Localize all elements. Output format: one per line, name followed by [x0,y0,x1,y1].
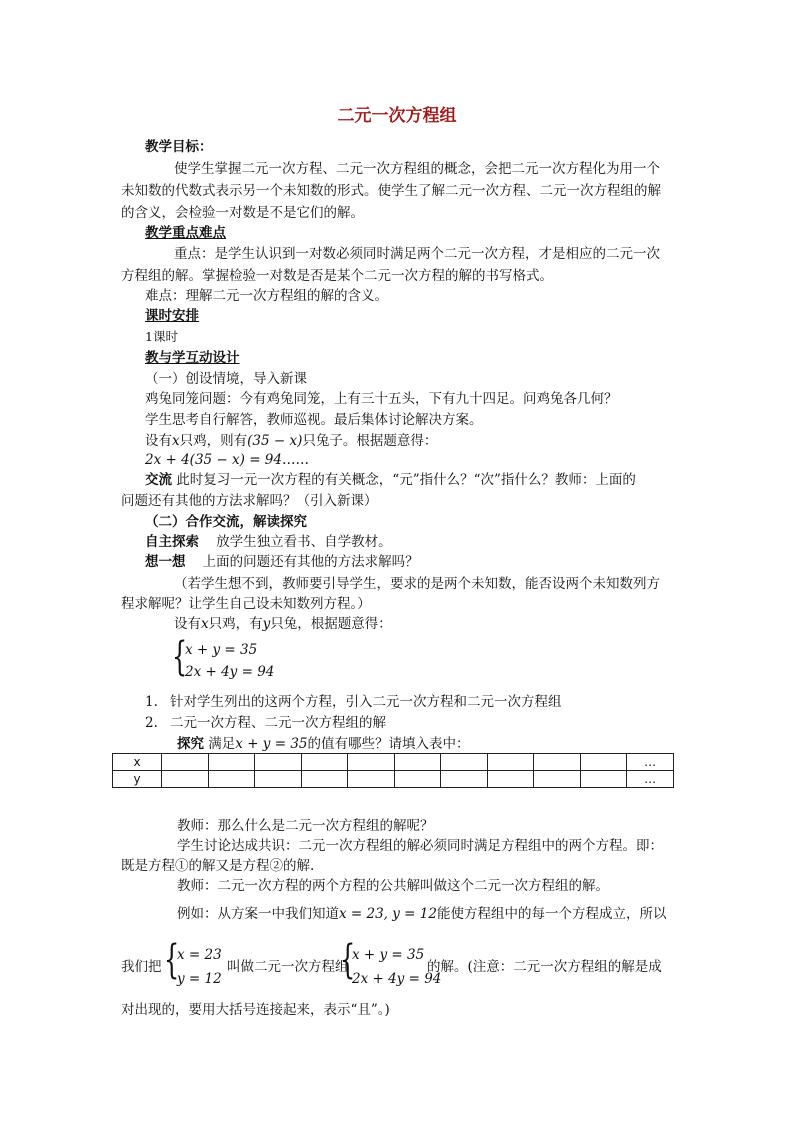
equation-1: 2x + 4(35 − x) = 94 [145,452,282,468]
page-title: 二元一次方程组 [337,106,457,126]
solution-x: x = 23 [177,947,222,963]
solution-y: y = 12 [177,971,222,987]
teacher-question: 教师：那么什么是二元一次方程组的解呢？ [177,818,434,834]
setup2-text-e: 只兔，根据题意得： [270,616,392,632]
table-cell [348,754,395,771]
key-points-heading: 教学重点难点 [145,225,226,241]
solution-mid-text: 叫做二元一次方程组 [227,959,349,975]
objectives-heading: 教学目标： [145,139,213,155]
system-equation-2: 2x + 4y = 94 [185,664,275,680]
self-explore-text: 放学生独立看书、自学教材。 [216,534,392,550]
exchange-label: 交流 [145,472,172,488]
row-header-x: x [113,754,162,771]
table-row-y [113,771,674,788]
list-item-1-number: 1. [145,694,158,710]
table-cell [301,771,348,788]
setup2-var-y: y [262,616,271,632]
table-cell [487,771,534,788]
tip-line-1: （若学生想不到，教师要引导学生，要求的是两个未知数，能否设两个未知数列方 [174,576,660,592]
consensus-line-2: 既是方程①的解又是方程②的解. [121,858,315,874]
definition: 教师：二元一次方程的两个方程的公共解叫做这个二元一次方程组的解。 [177,878,609,894]
setup-text-a: 设有 [145,433,172,449]
table-cell [580,771,627,788]
exchange-text: 此时复习一元一次方程的有关概念，“元”指什么？“次”指什么？教师：上面的 [176,472,636,488]
part-1-heading: （一）创设情境，导入新课 [145,371,307,387]
list-item-2: 二元一次方程、二元一次方程组的解 [170,715,386,731]
key-points-line-1: 重点：是学生认识到一对数必须同时满足两个二元一次方程，才是相应的二元一次 [174,246,660,262]
setup-text-c: 只鸡，则有 [179,433,248,449]
setup2-var-x: x [201,616,209,632]
key-points-line-2: 方程组的解。掌握检验一对数是否是某个二元一次方程的解的书写格式。 [121,268,553,284]
exchange-line-2: 问题还有其他的方法求解吗？（引入新课） [121,493,378,509]
system-brace-2: { [340,937,356,983]
equation-1-ellipsis: …… [281,452,309,468]
equation-1-line [145,451,309,469]
setup2-text-a: 设有 [174,616,201,632]
solution-note: 的解。(注意：二元一次方程组的解是成 [427,959,662,975]
table-cell [487,754,534,771]
design-heading: 教与学互动设计 [145,350,240,366]
table-cell [441,754,488,771]
example-line [177,905,666,923]
student-activity: 学生思考自行解答，教师巡视。最后集体讨论解决方案。 [145,412,483,428]
objectives-line-2: 未知数的代数式表示另一个未知数的形式。使学生了解二元一次方程、二元一次方程组的解 [121,183,661,199]
key-points-line-3: 难点：理解二元一次方程组的解的含义。 [145,288,388,304]
equation-system-brace: { [172,634,188,680]
final-line: 对出现的，要用大括号连接起来，表示“且”。) [121,1002,390,1018]
list-item-1: 针对学生列出的这两个方程，引入二元一次方程和二元一次方程组 [170,694,562,710]
explore-equation: x + y = 35 [235,736,308,752]
self-explore-label: 自主探索 [145,534,199,550]
table-cell [208,771,255,788]
system-equation-1: x + y = 35 [185,642,258,658]
setup-2-line [174,615,392,633]
table-cell [162,754,209,771]
schedule-heading: 课时安排 [145,308,199,324]
solution-brace: { [164,937,180,983]
example-text-a: 例如：从方案一中我们知道 [177,906,339,922]
setup-line [145,432,437,450]
schedule-value: 1课时 [145,329,178,344]
example-values: x = 23, y = 12 [339,906,437,922]
objectives-line-1: 使学生掌握二元一次方程、二元一次方程组的概念，会把二元一次方程化为用一个 [174,161,660,177]
self-explore-line [145,533,392,551]
values-table [112,753,674,788]
table-ellipsis: … [627,754,674,771]
table-cell [301,754,348,771]
exchange-line-1 [145,471,636,489]
setup-text-e: 只兔子。根据题意得： [302,433,438,449]
setup2-text-c: 只鸡，有 [208,616,263,632]
table-cell [394,754,441,771]
table-cell [255,754,302,771]
table-cell [441,771,488,788]
list-item-2-number: 2. [145,715,158,731]
think-line [145,553,419,571]
table-cell [255,771,302,788]
part-2-heading: （二）合作交流，解读探究 [145,514,307,530]
example-text-b: 能使方程组中的每一个方程成立，所以 [436,906,667,922]
think-label: 想一想 [145,554,186,570]
think-text: 上面的问题还有其他的方法求解吗？ [202,554,419,570]
setup-expression: (35 − x) [247,433,303,449]
explore-line [177,735,470,753]
setup-var-x: x [172,433,180,449]
table-cell [534,754,581,771]
table-cell [394,771,441,788]
explore-text-b: 的值有哪些？请填入表中： [307,736,470,752]
tip-line-2: 程求解呢？让学生自己设未知数列方程。） [121,596,371,612]
explore-text-a: 满足 [208,736,236,752]
objectives-line-3: 的含义，会检验一对数是不是它们的解。 [121,205,364,221]
consensus-line-1: 学生讨论达成共识：二元一次方程组的解必须同时满足方程组中的两个方程。即： [177,838,663,854]
table-ellipsis: … [627,771,674,788]
row-header-y: y [113,771,162,788]
system2-equation-1: x + y = 35 [352,947,425,963]
table-row-x [113,754,674,771]
explore-label: 探究 [177,736,204,752]
table-cell [348,771,395,788]
table-cell [162,771,209,788]
table-cell [580,754,627,771]
table-cell [208,754,255,771]
system2-equation-2: 2x + 4y = 94 [352,971,442,987]
solution-intro: 我们把 [121,959,162,975]
table-cell [534,771,581,788]
chicken-rabbit-problem: 鸡兔同笼问题：今有鸡兔同笼，上有三十五头，下有九十四足。问鸡兔各几何？ [145,391,618,407]
